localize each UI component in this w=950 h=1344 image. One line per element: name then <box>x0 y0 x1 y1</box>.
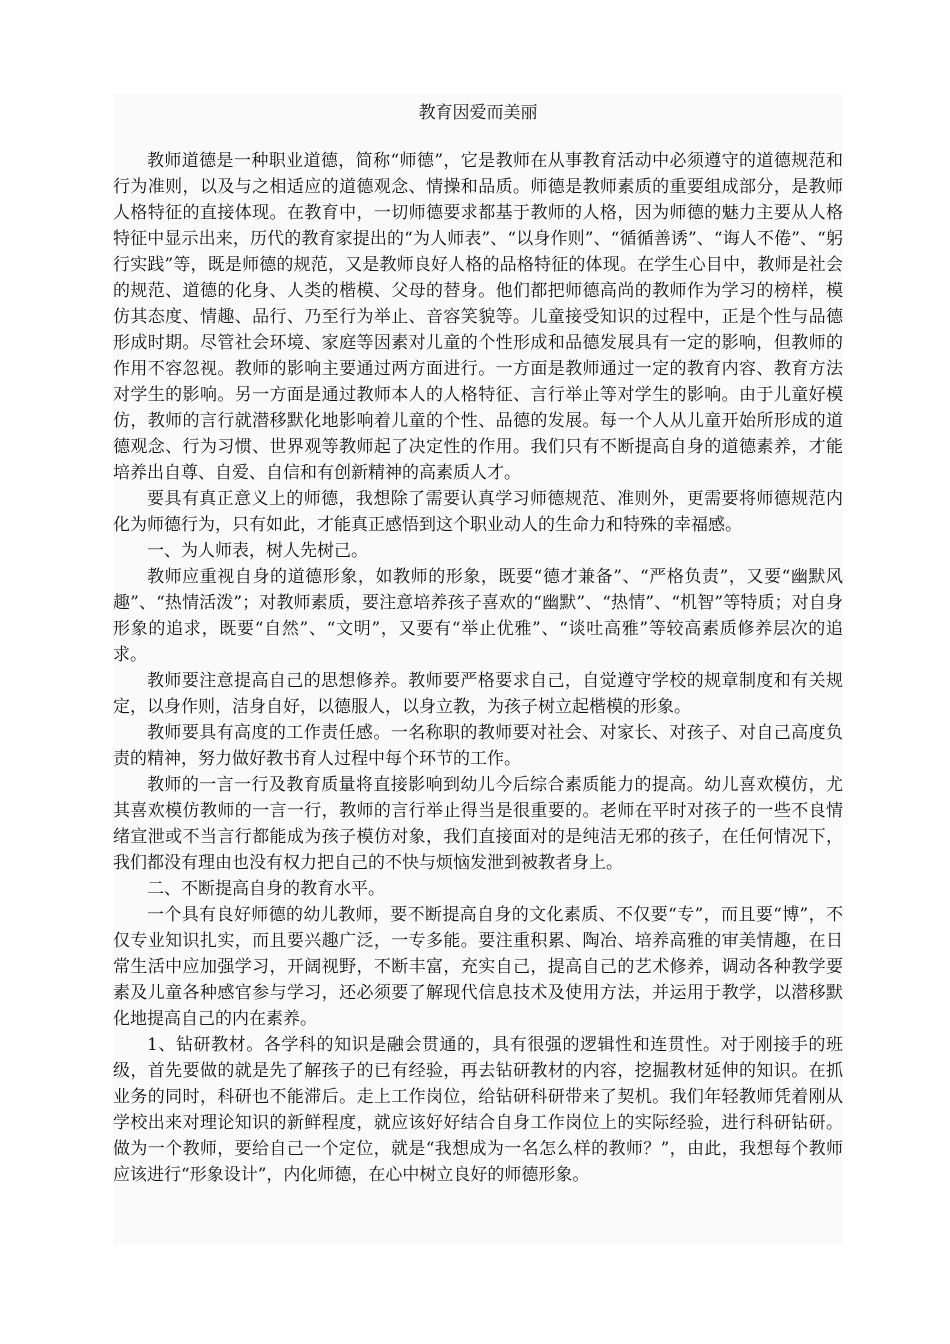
paragraph-words-deeds: 教师的一言一行及教育质量将直接影响到幼儿今后综合素质能力的提高。幼儿喜欢模仿，尤其喜欢模仿教师的一言一行，教师的言行举止得当是很重要的。老师在平时对孩子的一些不良情绪宣泄或不当言行都能成为孩子模仿对象，我们直接面对的是纯洁无邪的孩子，在任何情况下，我们都没有理由也没有权力把自己的不快与烦恼发泄到被教者身上。 <box>113 775 843 873</box>
paragraph-self-cultivation: 教师要注意提高自己的思想修养。教师要严格要求自己，自觉遵守学校的规章制度和有关规定，以身作则，洁身自好，以德服人，以身立教，为孩子树立起楷模的形象。 <box>113 671 843 717</box>
paragraph-responsibility: 教师要具有高度的工作责任感。一名称职的教师要对社会、对家长、对孩子、对自己高度负责的精神，努力做好教书育人过程中每个环节的工作。 <box>113 723 843 769</box>
section-heading-2: 二、不断提高自身的教育水平。 <box>147 879 385 899</box>
section-heading-1: 一、为人师表，树人先树己。 <box>147 541 368 561</box>
paragraph-moral-image: 教师应重视自身的道德形象，如教师的形象，既要“德才兼备”、“严格负责”，又要“幽默风趣”、“热情活泼”；对教师素质，要注意培养孩子喜欢的“幽默”、“热情”、“机智”等特质；对自身形象的追求，既要“自然”、“文明”，又要有“举止优雅”、“谈吐高雅”等较高素质修养层次的追求。 <box>113 567 843 665</box>
document-title: 教育因爱而美丽 <box>418 103 538 123</box>
paragraph-intro: 教师道德是一种职业道德，简称“师德”，它是教师在从事教育活动中必须遵守的道德规范和行为准则，以及与之相适应的道德观念、情操和品质。师德是教师素质的重要组成部分，是教师人格特征的直接体现。在教育中，一切师德要求都基于教师的人格，因为师德的魅力主要从人格特征中显示出来，历代的教育家提出的“为人师表”、“以身作则”、“循循善诱”、“诲人不倦”、“躬行实践”等，既是师德的规范，又是教师良好人格的品格特征的体现。在学生心目中，教师是社会的规范、道德的化身、人类的楷模、父母的替身。他们都把师德高尚的教师作为学习的榜样，模仿其态度、情趣、品行、乃至行为举止、音容笑貌等。儿童接受知识的过程中，正是个性与品德形成时期。尽管社会环境、家庭等因素对儿童的个性形成和品德发展具有一定的影响，但教师的作用不容忽视。教师的影响主要通过两方面进行。一方面是教师通过一定的教育内容、教育方法对学生的影响。另一方面是通过教师本人的人格特征、言行举止等对学生的影响。由于儿童好模仿，教师的言行就潜移默化地影响着儿童的个性、品德的发展。每一个人从儿童开始所形成的道德观念、行为习惯、世界观等教师起了决定性的作用。我们只有不断提高自身的道德素养，才能培养出自尊、自爱、自信和有创新精神的高素质人才。 <box>113 151 843 483</box>
document-body <box>113 148 843 1188</box>
paragraph-study-materials: 1、钻研教材。各学科的知识是融会贯通的，具有很强的逻辑性和连贯性。对于刚接手的班级，首先要做的就是先了解孩子的已有经验，再去钻研教材的内容，挖掘教材延伸的知识。在抓业务的同时，科研也不能滞后。走上工作岗位，给钻研科研带来了契机。我们年轻教师凭着刚从学校出来对理论知识的新鲜程度，就应该好好结合自身工作岗位上的实际经验，进行科研钻研。做为一个教师，要给自己一个定位，就是“我想成为一名怎么样的教师？”，由此，我想每个教师应该进行“形象设计”，内化师德，在心中树立良好的师德形象。 <box>113 1035 843 1185</box>
paragraph-cultural-quality: 一个具有良好师德的幼儿教师，要不断提高自身的文化素质、不仅要“专”，而且要“博”，不仅专业知识扎实，而且要兴趣广泛，一专多能。要注重积累、陶冶、培养高雅的审美情趣，在日常生活中应加强学习，开阔视野，不断丰富，充实自己，提高自己的艺术修养，调动各种教学要素及儿童各种感官参与学习，还必须要了解现代信息技术及使用方法，并运用于教学，以潜移默化地提高自己的内在素养。 <box>113 905 843 1029</box>
paragraph-internalize: 要具有真正意义上的师德，我想除了需要认真学习师德规范、准则外，更需要将师德规范内化为师德行为，只有如此，才能真正感悟到这个职业动人的生命力和特殊的幸福感。 <box>113 489 843 535</box>
